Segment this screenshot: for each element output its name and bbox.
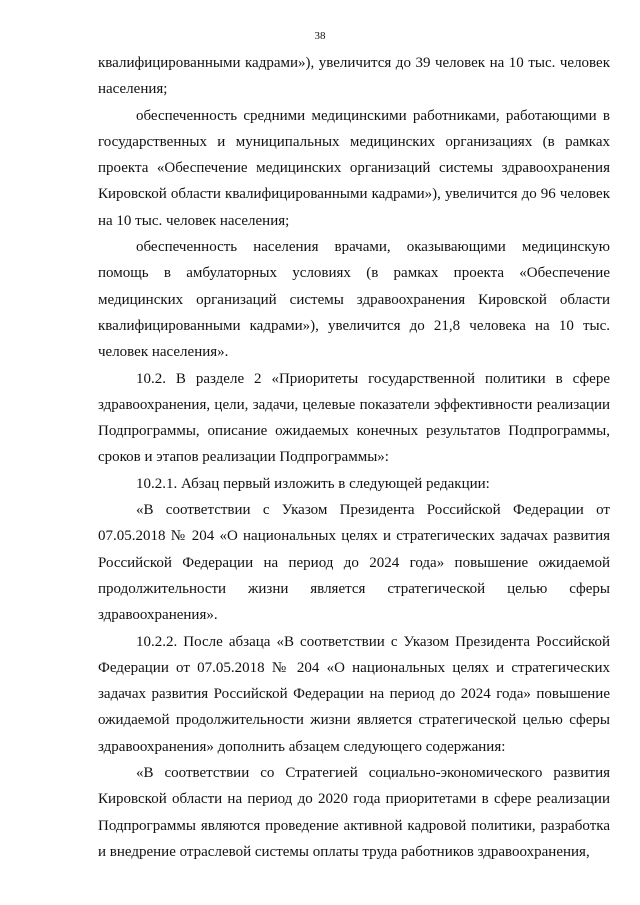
- document-body: [98, 50, 610, 865]
- paragraph-quoted-decree: «В соответствии с Указом Президента Российской Федерации от 07.05.2018 № 204 «О национальных целях и стратегических задачах развития Российской Федерации на период до 2024 года» повышение ожидаемой продолжительности жизни является стратегической целью сферы здравоохранения».: [98, 502, 610, 624]
- paragraph-outpatient-doctors: обеспеченность населения врачами, оказывающими медицинскую помощь в амбулаторных условиях (в рамках проекта «Обеспечение медицинских организаций системы здравоохранения Кировской области квалифицированными кадрами»), увеличится до 21,8 человека на 10 тыс. человек населения».: [98, 239, 610, 361]
- page-number: 38: [314, 30, 326, 42]
- paragraph-section-10-2-2: 10.2.2. После абзаца «В соответствии с Указом Президента Российской Федерации от 07.05.2018 № 204 «О национальных целях и стратегических задачах развития Российской Федерации на период до 2024 года» повышение ожидаемой продолжительности жизни является стратегической целью сферы здравоохранения» дополнить абзацем следующего содержания:: [98, 633, 610, 755]
- paragraph-strategy-quote: «В соответствии со Стратегией социально-экономического развития Кировской области на период до 2020 года приоритетами в сфере реализации Подпрограммы являются проведение активной кадровой политики, разработка и внедрение отраслевой системы оплаты труда работников здравоохранения,: [98, 765, 610, 860]
- paragraph-section-10-2-1: 10.2.1. Абзац первый изложить в следующей редакции:: [136, 475, 490, 492]
- paragraph-secondary-staff: обеспеченность средними медицинскими работниками, работающими в государственных и муниципальных медицинских организациях (в рамках проекта «Обеспечение медицинских организаций системы здравоохранения Кировской области квалифицированными кадрами»), увеличится до 96 человек на 10 тыс. человек населения;: [98, 107, 610, 229]
- paragraph-section-10-2: 10.2. В разделе 2 «Приоритеты государственной политики в сфере здравоохранения, цели, задачи, целевые показатели эффективности реализации Подпрограммы, описание ожидаемых конечных результатов Подпрограммы, сроков и этапов реализации Подпрограммы»:: [98, 370, 610, 466]
- paragraph-continuation: квалифицированными кадрами»), увеличится до 39 человек на 10 тыс. человек населения;: [98, 55, 610, 98]
